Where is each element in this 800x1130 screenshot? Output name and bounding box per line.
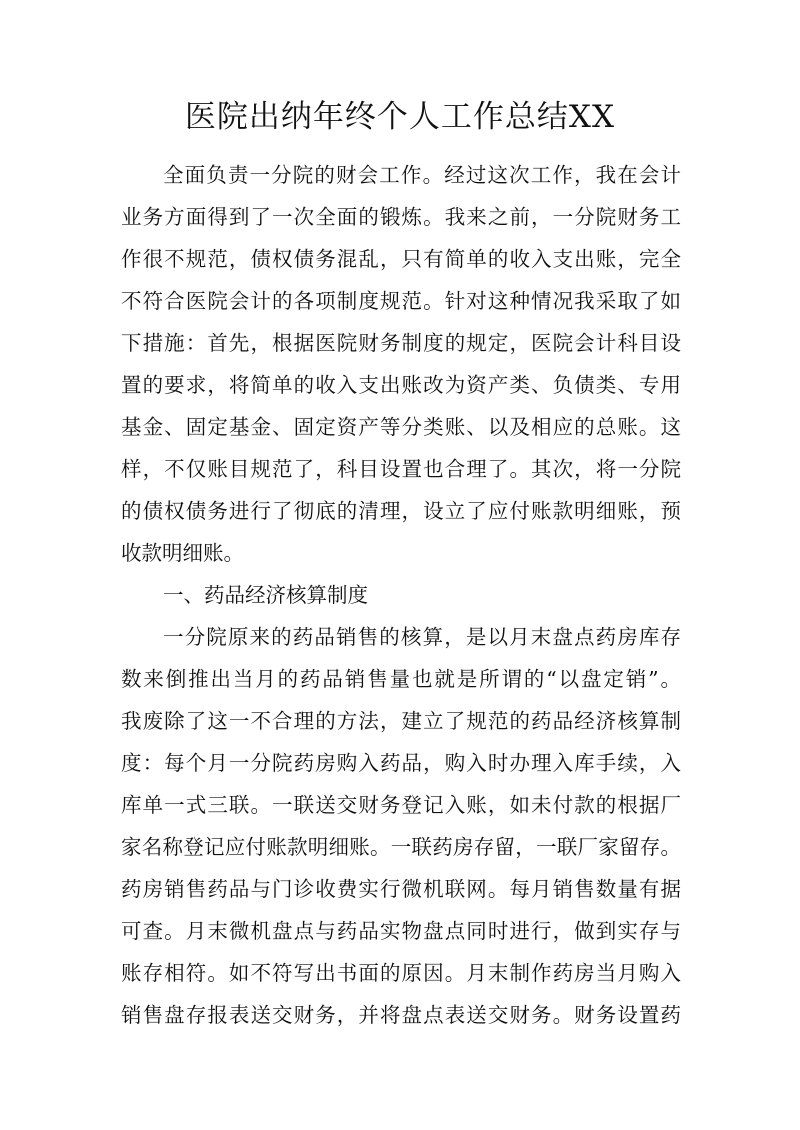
paragraph-line: 样，不仅账目规范了，科目设置也合理了。其次，将一分院 <box>121 457 681 481</box>
paragraph-line: 库单一式三联。一联送交财务登记入账，如未付款的根据厂 <box>121 793 681 817</box>
paragraph-line: 我废除了这一不合理的方法，建立了规范的药品经济核算制 <box>121 709 681 733</box>
paragraph-line: 基金、固定基金、固定资产等分类账、以及相应的总账。这 <box>121 415 681 439</box>
paragraph-line: 全面负责一分院的财会工作。经过这次工作，我在会计 <box>163 163 681 187</box>
paragraph-line: 数来倒推出当月的药品销售量也就是所谓的“以盘定销”。 <box>121 667 681 691</box>
section-heading: 一、药品经济核算制度 <box>163 583 368 607</box>
paragraph-line: 销售盘存报表送交财务，并将盘点表送交财务。财务设置药 <box>121 1003 681 1027</box>
paragraph-line: 下措施：首先，根据医院财务制度的规定，医院会计科目设 <box>121 331 681 355</box>
paragraph-line: 作很不规范，债权债务混乱，只有简单的收入支出账，完全 <box>121 247 681 271</box>
paragraph-line: 的债权债务进行了彻底的清理，设立了应付账款明细账，预 <box>121 499 681 523</box>
paragraph-line: 收款明细账。 <box>121 541 244 565</box>
paragraph-line: 置的要求，将简单的收入支出账改为资产类、负债类、专用 <box>121 373 681 397</box>
paragraph-line: 可查。月末微机盘点与药品实物盘点同时进行，做到实存与 <box>121 919 681 943</box>
paragraph-line: 不符合医院会计的各项制度规范。针对这种情况我采取了如 <box>121 289 681 313</box>
paragraph-line: 度：每个月一分院药房购入药品，购入时办理入库手续，入 <box>121 751 681 775</box>
paragraph-line: 一分院原来的药品销售的核算，是以月末盘点药房库存 <box>163 625 681 649</box>
paragraph-line: 家名称登记应付账款明细账。一联药房存留，一联厂家留存。 <box>121 835 681 859</box>
paragraph-line: 业务方面得到了一次全面的锻炼。我来之前，一分院财务工 <box>121 205 681 229</box>
paragraph-line: 药房销售药品与门诊收费实行微机联网。每月销售数量有据 <box>121 877 681 901</box>
document-title: 医院出纳年终个人工作总结XX <box>184 99 616 135</box>
paragraph-line: 账存相符。如不符写出书面的原因。月末制作药房当月购入 <box>121 961 681 985</box>
